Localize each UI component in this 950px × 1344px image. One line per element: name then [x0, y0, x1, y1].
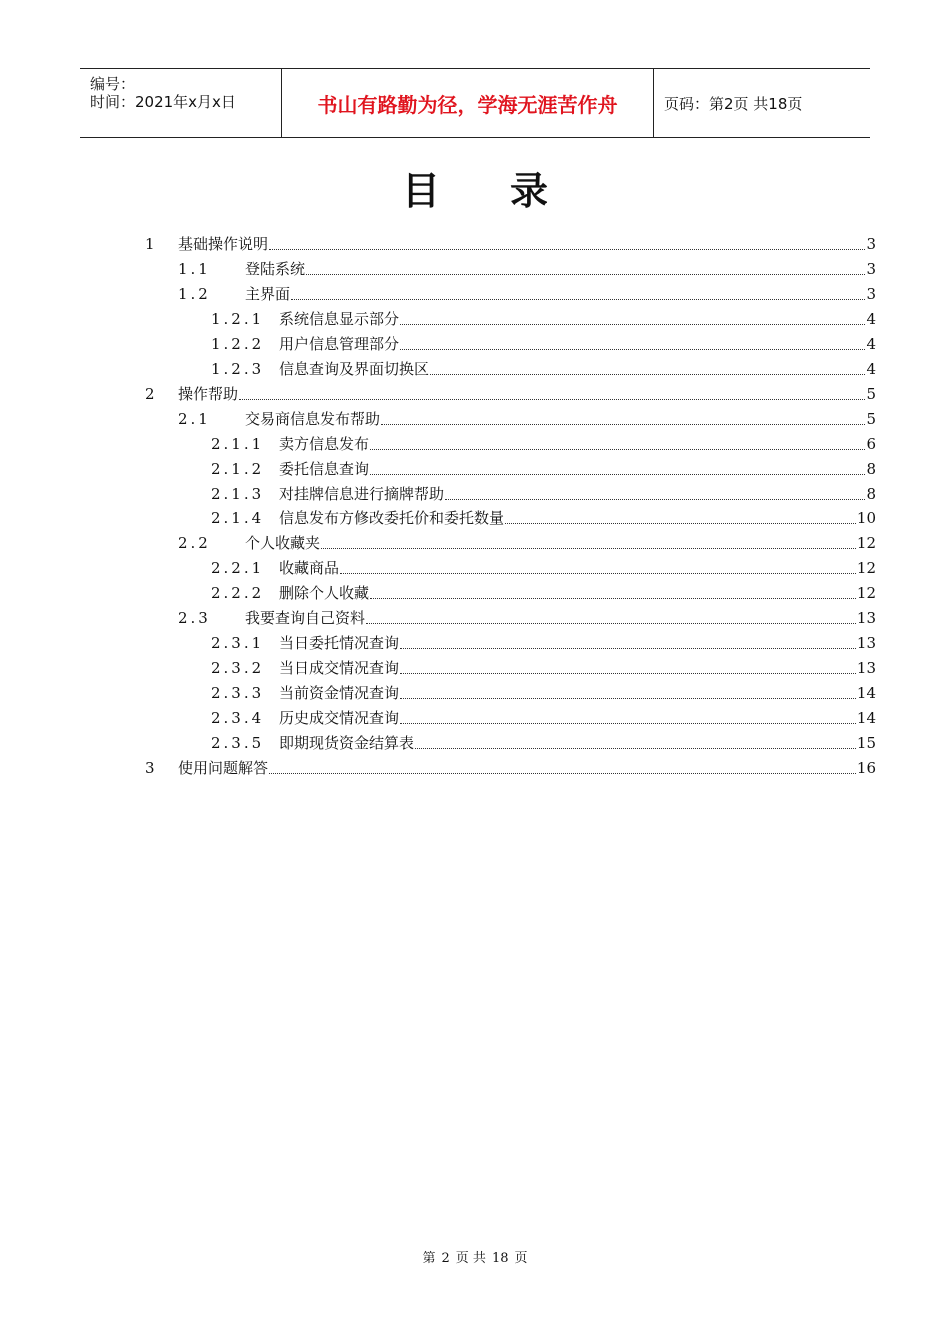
- toc-dot-leader: [239, 399, 865, 400]
- toc-dot-leader: [340, 573, 856, 574]
- toc-entry-title: 删除个人收藏: [279, 584, 370, 603]
- toc-entry-page: 5: [866, 409, 876, 428]
- toc-entry-page: 3: [866, 259, 876, 278]
- footer-prefix: 第: [422, 1251, 436, 1266]
- toc-entry-page: 3: [866, 235, 876, 253]
- toc-entry[interactable]: [178, 282, 876, 304]
- toc-entry[interactable]: [211, 681, 876, 703]
- toc-entry[interactable]: [211, 581, 876, 603]
- toc-entry-page: 12: [856, 559, 876, 578]
- footer-total-pages: 18: [491, 1251, 509, 1266]
- page-footer: [0, 1247, 950, 1266]
- footer-mid: 页 共: [455, 1251, 486, 1266]
- toc-entry-page: 13: [856, 659, 876, 678]
- toc-entry-title: 即期现货资金结算表: [279, 734, 415, 752]
- toc-entry-title: 当日委托情况查询: [279, 634, 400, 653]
- toc-dot-leader: [269, 773, 856, 774]
- toc-entry-page: 14: [856, 709, 876, 728]
- toc-entry[interactable]: [178, 606, 876, 628]
- toc-entry-title: 个人收藏夹: [245, 534, 321, 553]
- header-page-cell: [654, 69, 870, 137]
- toc-dot-leader: [445, 499, 865, 500]
- toc-entry-number: 2.3.2: [211, 659, 265, 678]
- toc-entry-number: 2.3.1: [211, 634, 265, 653]
- toc-dot-leader: [370, 598, 856, 599]
- toc-entry[interactable]: [211, 656, 876, 678]
- toc-entry-number: 2.3.3: [211, 684, 265, 703]
- toc-entry-title: 历史成交情况查询: [279, 709, 400, 728]
- toc-entry[interactable]: [211, 506, 876, 528]
- toc-entry[interactable]: [178, 257, 876, 279]
- toc-dot-leader: [400, 349, 865, 350]
- toc-dot-leader: [291, 299, 865, 300]
- toc-entry-page: 3: [866, 284, 876, 303]
- toc-entry-page: 16: [856, 758, 876, 777]
- toc-entry-title: 用户信息管理部分: [279, 334, 400, 353]
- toc-entry-title: 交易商信息发布帮助: [245, 409, 381, 428]
- toc-entry[interactable]: [211, 482, 876, 504]
- toc-dot-leader: [400, 698, 856, 699]
- toc-dot-leader: [269, 249, 865, 250]
- toc-entry-page: 4: [866, 359, 876, 378]
- toc-entry-title: 系统信息显示部分: [279, 309, 400, 328]
- toc-dot-leader: [321, 548, 856, 549]
- toc-entry-number: 2.1.3: [211, 484, 265, 503]
- toc-entry-number: 1.2.2: [211, 334, 265, 353]
- toc-entry-page: 14: [856, 684, 876, 703]
- toc-entry-number: 1.2.1: [211, 309, 265, 328]
- toc-entry-page: 4: [866, 309, 876, 328]
- toc-entry-page: 12: [856, 584, 876, 603]
- toc-entry-page: 4: [866, 334, 876, 353]
- doc-number-label: 编号：: [90, 75, 136, 93]
- toc-entry-title: 委托信息查询: [279, 459, 370, 478]
- toc-entry-title: 当前资金情况查询: [279, 684, 400, 703]
- toc-entry[interactable]: [178, 407, 876, 429]
- toc-entry-number: 2.3.5: [211, 734, 265, 752]
- header-motto-cell: [281, 69, 654, 137]
- toc-dot-leader: [370, 474, 865, 475]
- toc-entry[interactable]: [211, 631, 876, 653]
- toc-entry[interactable]: [145, 756, 876, 778]
- toc-entry[interactable]: [178, 531, 876, 553]
- toc-entry[interactable]: [145, 382, 876, 404]
- toc-entry-page: 13: [856, 609, 876, 628]
- toc-entry-title: 基础操作说明: [178, 235, 269, 253]
- toc-entry-number: 2.3: [178, 609, 211, 628]
- toc-dot-leader: [400, 648, 856, 649]
- toc-dot-leader: [366, 623, 856, 624]
- toc-entry-number: 2.2.2: [211, 584, 265, 603]
- toc-entry-number: 3: [145, 758, 155, 777]
- doc-time-label: 时间：2021年x月x日: [90, 93, 236, 111]
- toc-entry-number: 2.1.2: [211, 459, 265, 478]
- toc-entry-number: 1.1: [178, 259, 211, 278]
- toc-entry-number: 2.1: [178, 409, 211, 428]
- toc-dot-leader: [430, 374, 865, 375]
- toc-entry-page: 15: [856, 734, 876, 752]
- toc-entry-title: 当日成交情况查询: [279, 659, 400, 678]
- header-meta-cell: [80, 69, 281, 137]
- toc-entry-title: 操作帮助: [178, 384, 239, 403]
- toc-entry-page: 10: [856, 509, 876, 528]
- page-header: [80, 68, 870, 138]
- toc-entry-title: 登陆系统: [245, 259, 306, 278]
- footer-current-page: 2: [441, 1251, 450, 1266]
- toc-entry-page: 8: [866, 459, 876, 478]
- toc-entry[interactable]: [211, 457, 876, 479]
- toc-entry-title: 使用问题解答: [178, 758, 269, 777]
- toc-entry-number: 1.2.3: [211, 359, 265, 378]
- toc-dot-leader: [400, 324, 865, 325]
- toc-dot-leader: [400, 723, 856, 724]
- toc-entry-title: 我要查询自己资料: [245, 609, 366, 628]
- toc-entry-page: 12: [856, 534, 876, 553]
- toc-entry-number: 2.3.4: [211, 709, 265, 728]
- toc-entry-title: 信息发布方修改委托价和委托数量: [279, 509, 505, 528]
- toc-entry-number: 1: [145, 235, 155, 253]
- toc-entry[interactable]: [211, 307, 876, 329]
- footer-suffix: 页: [514, 1251, 528, 1266]
- toc-entry[interactable]: [145, 232, 876, 254]
- toc-entry-title: 收藏商品: [279, 559, 340, 578]
- toc-entry-page: 13: [856, 634, 876, 653]
- toc-entry-number: 2.2: [178, 534, 211, 553]
- toc-entry-number: 1.2: [178, 284, 211, 303]
- toc-entry-title: 对挂牌信息进行摘牌帮助: [279, 484, 445, 503]
- toc-entry-page: 8: [866, 484, 876, 503]
- toc-entry[interactable]: [211, 357, 876, 379]
- toc-entry[interactable]: [211, 706, 876, 728]
- toc-entry-number: 2.1.4: [211, 509, 265, 528]
- toc-entry[interactable]: [211, 332, 876, 354]
- toc-entry-number: 2.2.1: [211, 559, 265, 578]
- toc-entry-number: 2.1.1: [211, 434, 265, 453]
- toc-entry-title: 主界面: [245, 284, 291, 303]
- toc-entry-page: 5: [866, 384, 876, 403]
- toc-entry-title: 信息查询及界面切换区: [279, 359, 430, 378]
- toc-dot-leader: [505, 523, 856, 524]
- toc-entry[interactable]: [211, 731, 876, 753]
- toc-title: 目录: [401, 169, 618, 213]
- header-page-info: 页码：第2页 共18页: [664, 94, 803, 113]
- toc-dot-leader: [400, 673, 856, 674]
- toc-entry[interactable]: [211, 556, 876, 578]
- toc-entry[interactable]: [211, 432, 876, 454]
- toc-entry-page: 6: [866, 434, 876, 453]
- toc-dot-leader: [415, 748, 856, 749]
- toc-entry-title: 卖方信息发布: [279, 434, 370, 453]
- toc-dot-leader: [370, 449, 865, 450]
- motto-text: 书山有路勤为径，学海无涯苦作舟: [317, 92, 618, 117]
- toc-dot-leader: [306, 274, 865, 275]
- toc-dot-leader: [381, 424, 865, 425]
- toc-entry-number: 2: [145, 384, 155, 403]
